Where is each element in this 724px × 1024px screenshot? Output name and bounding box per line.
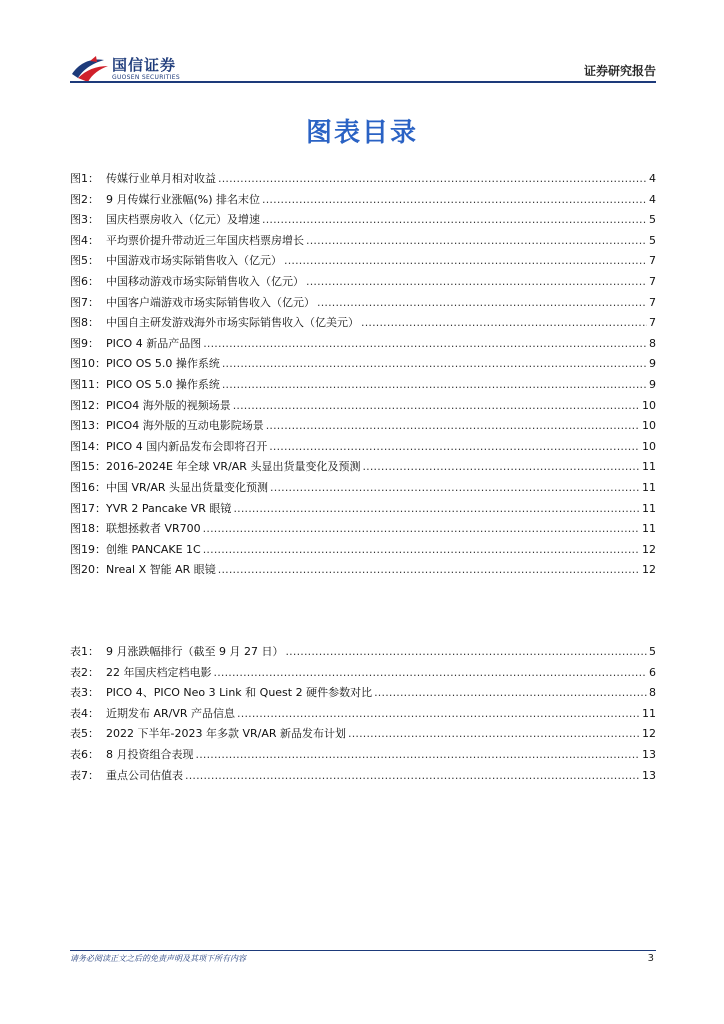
figure-entry[interactable] xyxy=(70,540,656,561)
entry-label: 图16： xyxy=(70,480,106,494)
dot-leader xyxy=(262,190,647,211)
entry-title: 创维 PANCAKE 1C xyxy=(106,542,201,556)
entry-title: 平均票价提升带动近三年国庆档票房增长 xyxy=(106,233,304,247)
dot-leader xyxy=(348,724,640,745)
entry-title: PICO OS 5.0 操作系统 xyxy=(106,377,220,391)
entry-page: 7 xyxy=(649,316,656,330)
entry-page: 5 xyxy=(649,233,656,247)
entry-page: 8 xyxy=(649,686,656,700)
header-divider xyxy=(70,81,656,83)
entry-page: 9 xyxy=(649,377,656,391)
entry-label: 表2： xyxy=(70,665,99,679)
entry-page: 11 xyxy=(642,706,656,720)
logo-chinese-name: 国信证券 xyxy=(112,56,177,74)
entry-label: 图4： xyxy=(70,233,99,247)
entry-title: 9 月涨跌幅排行（截至 9 月 27 日） xyxy=(106,645,284,658)
entry-label: 图14： xyxy=(70,439,106,453)
entry-page: 12 xyxy=(642,542,656,556)
figure-entry[interactable] xyxy=(70,313,656,334)
entry-title: 2022 下半年-2023 年多款 VR/AR 新品发布计划 xyxy=(106,727,346,741)
entry-label: 图11： xyxy=(70,377,106,391)
dot-leader xyxy=(306,231,647,252)
dot-leader xyxy=(262,210,647,231)
table-entry[interactable] xyxy=(70,766,656,787)
figure-entry[interactable] xyxy=(70,169,656,190)
figure-entry[interactable] xyxy=(70,375,656,396)
entry-page: 12 xyxy=(642,727,656,741)
entry-label: 图13： xyxy=(70,419,106,433)
dot-leader xyxy=(203,540,640,561)
entry-page: 13 xyxy=(642,747,656,761)
entry-title: 中国 VR/AR 头显出货量变化预测 xyxy=(106,480,269,494)
figure-list xyxy=(70,169,656,581)
table-entry[interactable] xyxy=(70,724,656,745)
disclaimer-note: 请务必阅读正文之后的免责声明及其项下所有内容 xyxy=(70,954,246,963)
entry-label: 图8： xyxy=(70,316,99,330)
figure-entry[interactable] xyxy=(70,519,656,540)
figure-entry[interactable] xyxy=(70,354,656,375)
entry-page: 7 xyxy=(649,254,656,268)
dot-leader xyxy=(374,683,647,704)
entry-label: 图3： xyxy=(70,213,99,227)
dot-leader xyxy=(270,478,640,499)
entry-title: 国庆档票房收入（亿元）及增速 xyxy=(106,213,260,227)
entry-label: 图7： xyxy=(70,295,99,309)
figure-entry[interactable] xyxy=(70,293,656,314)
entry-title: 8 月投资组合表现 xyxy=(106,747,194,761)
figure-entry[interactable] xyxy=(70,499,656,520)
entry-page: 7 xyxy=(649,274,656,288)
figure-entry[interactable] xyxy=(70,334,656,355)
entry-label: 图10： xyxy=(70,357,106,371)
entry-title: 中国移动游戏市场实际销售收入（亿元） xyxy=(106,274,304,288)
entry-page: 5 xyxy=(649,213,656,227)
dot-leader xyxy=(317,293,647,314)
entry-title: 近期发布 AR/VR 产品信息 xyxy=(106,706,236,720)
entry-label: 表7： xyxy=(70,768,99,782)
dot-leader xyxy=(203,334,647,355)
entry-label: 图9： xyxy=(70,336,99,350)
entry-label: 图2： xyxy=(70,192,99,206)
dot-leader xyxy=(196,745,641,766)
figure-entry[interactable] xyxy=(70,210,656,231)
entry-label: 图20： xyxy=(70,563,106,577)
entry-page: 7 xyxy=(649,295,656,309)
figure-entry[interactable] xyxy=(70,231,656,252)
dot-leader xyxy=(214,663,648,684)
entry-page: 4 xyxy=(649,172,656,185)
table-entry[interactable] xyxy=(70,642,656,663)
entry-page: 8 xyxy=(649,336,656,350)
dot-leader xyxy=(306,272,647,293)
entry-page: 6 xyxy=(649,665,656,679)
entry-title: 联想拯救者 VR700 xyxy=(106,522,201,536)
guosen-logo xyxy=(70,52,210,84)
dot-leader xyxy=(185,766,640,787)
entry-title: YVR 2 Pancake VR 眼镜 xyxy=(106,501,232,515)
figure-entry[interactable] xyxy=(70,272,656,293)
figure-entry[interactable] xyxy=(70,437,656,458)
page-number: 3 xyxy=(647,953,654,964)
entry-title: 22 年国庆档定档电影 xyxy=(106,665,212,679)
dot-leader xyxy=(218,560,640,581)
entry-title: 中国客户端游戏市场实际销售收入（亿元） xyxy=(106,295,315,309)
entry-page: 11 xyxy=(642,522,656,536)
entry-label: 图1： xyxy=(70,172,99,185)
entry-page: 5 xyxy=(649,645,656,658)
entry-title: Nreal X 智能 AR 眼镜 xyxy=(106,563,216,577)
dot-leader xyxy=(362,457,640,478)
guosen-logo-mark xyxy=(70,52,110,84)
entry-page: 9 xyxy=(649,357,656,371)
entry-title: 传媒行业单月相对收益 xyxy=(106,172,216,185)
dot-leader xyxy=(237,704,640,725)
entry-page: 10 xyxy=(642,419,656,433)
dot-leader xyxy=(203,519,640,540)
report-type-label: 证券研究报告 xyxy=(583,64,656,78)
figure-entry[interactable] xyxy=(70,560,656,581)
figure-entry[interactable] xyxy=(70,416,656,437)
entry-label: 图5： xyxy=(70,254,99,268)
entry-label: 表1： xyxy=(70,645,99,658)
dot-leader xyxy=(222,354,647,375)
entry-label: 表5： xyxy=(70,727,99,741)
table-entry[interactable] xyxy=(70,683,656,704)
entry-page: 10 xyxy=(642,439,656,453)
entry-page: 11 xyxy=(642,460,656,474)
logo-english-name: GUOSEN SECURITIES xyxy=(112,74,181,81)
entry-label: 表4： xyxy=(70,706,99,720)
figure-entry[interactable] xyxy=(70,478,656,499)
dot-leader xyxy=(284,251,647,272)
entry-title: PICO4 海外版的视频场景 xyxy=(106,398,231,412)
entry-label: 图15： xyxy=(70,460,106,474)
entry-page: 4 xyxy=(649,192,656,206)
entry-label: 图17： xyxy=(70,501,106,515)
entry-page: 11 xyxy=(642,480,656,494)
dot-leader xyxy=(269,437,640,458)
figure-entry[interactable] xyxy=(70,251,656,272)
entry-label: 表3： xyxy=(70,686,99,700)
entry-title: 中国游戏市场实际销售收入（亿元） xyxy=(106,254,282,268)
table-entry[interactable] xyxy=(70,663,656,684)
figure-entry[interactable] xyxy=(70,396,656,417)
entry-title: PICO 4 国内新品发布会即将召开 xyxy=(106,439,268,453)
entry-page: 10 xyxy=(642,398,656,412)
dot-leader xyxy=(222,375,647,396)
footer-divider xyxy=(70,950,656,951)
entry-label: 图18： xyxy=(70,522,106,536)
table-entry[interactable] xyxy=(70,745,656,766)
entry-label: 图12： xyxy=(70,398,106,412)
dot-leader xyxy=(285,642,647,663)
dot-leader xyxy=(266,416,640,437)
entry-title: PICO4 海外版的互动电影院场景 xyxy=(106,419,264,433)
table-list xyxy=(70,642,656,786)
page-title: 图表目录 xyxy=(305,118,418,148)
entry-title: PICO 4、PICO Neo 3 Link 和 Quest 2 硬件参数对比 xyxy=(106,686,373,700)
dot-leader xyxy=(233,396,640,417)
entry-label: 表6： xyxy=(70,747,99,761)
figure-entry[interactable] xyxy=(70,190,656,211)
entry-page: 13 xyxy=(642,768,656,782)
entry-title: PICO OS 5.0 操作系统 xyxy=(106,357,220,371)
entry-page: 11 xyxy=(642,501,656,515)
entry-page: 12 xyxy=(642,563,656,577)
entry-title: 重点公司估值表 xyxy=(106,768,183,782)
table-entry[interactable] xyxy=(70,704,656,725)
entry-title: 9 月传媒行业涨幅(%) 排名末位 xyxy=(106,192,261,206)
entry-title: 中国自主研发游戏海外市场实际销售收入（亿美元） xyxy=(106,316,359,330)
entry-title: 2016-2024E 年全球 VR/AR 头显出货量变化及预测 xyxy=(106,460,361,474)
dot-leader xyxy=(361,313,647,334)
dot-leader xyxy=(233,499,640,520)
entry-label: 图6： xyxy=(70,274,99,288)
figure-entry[interactable] xyxy=(70,457,656,478)
dot-leader xyxy=(218,169,647,190)
entry-title: PICO 4 新品产品图 xyxy=(106,336,202,350)
entry-label: 图19： xyxy=(70,542,106,556)
